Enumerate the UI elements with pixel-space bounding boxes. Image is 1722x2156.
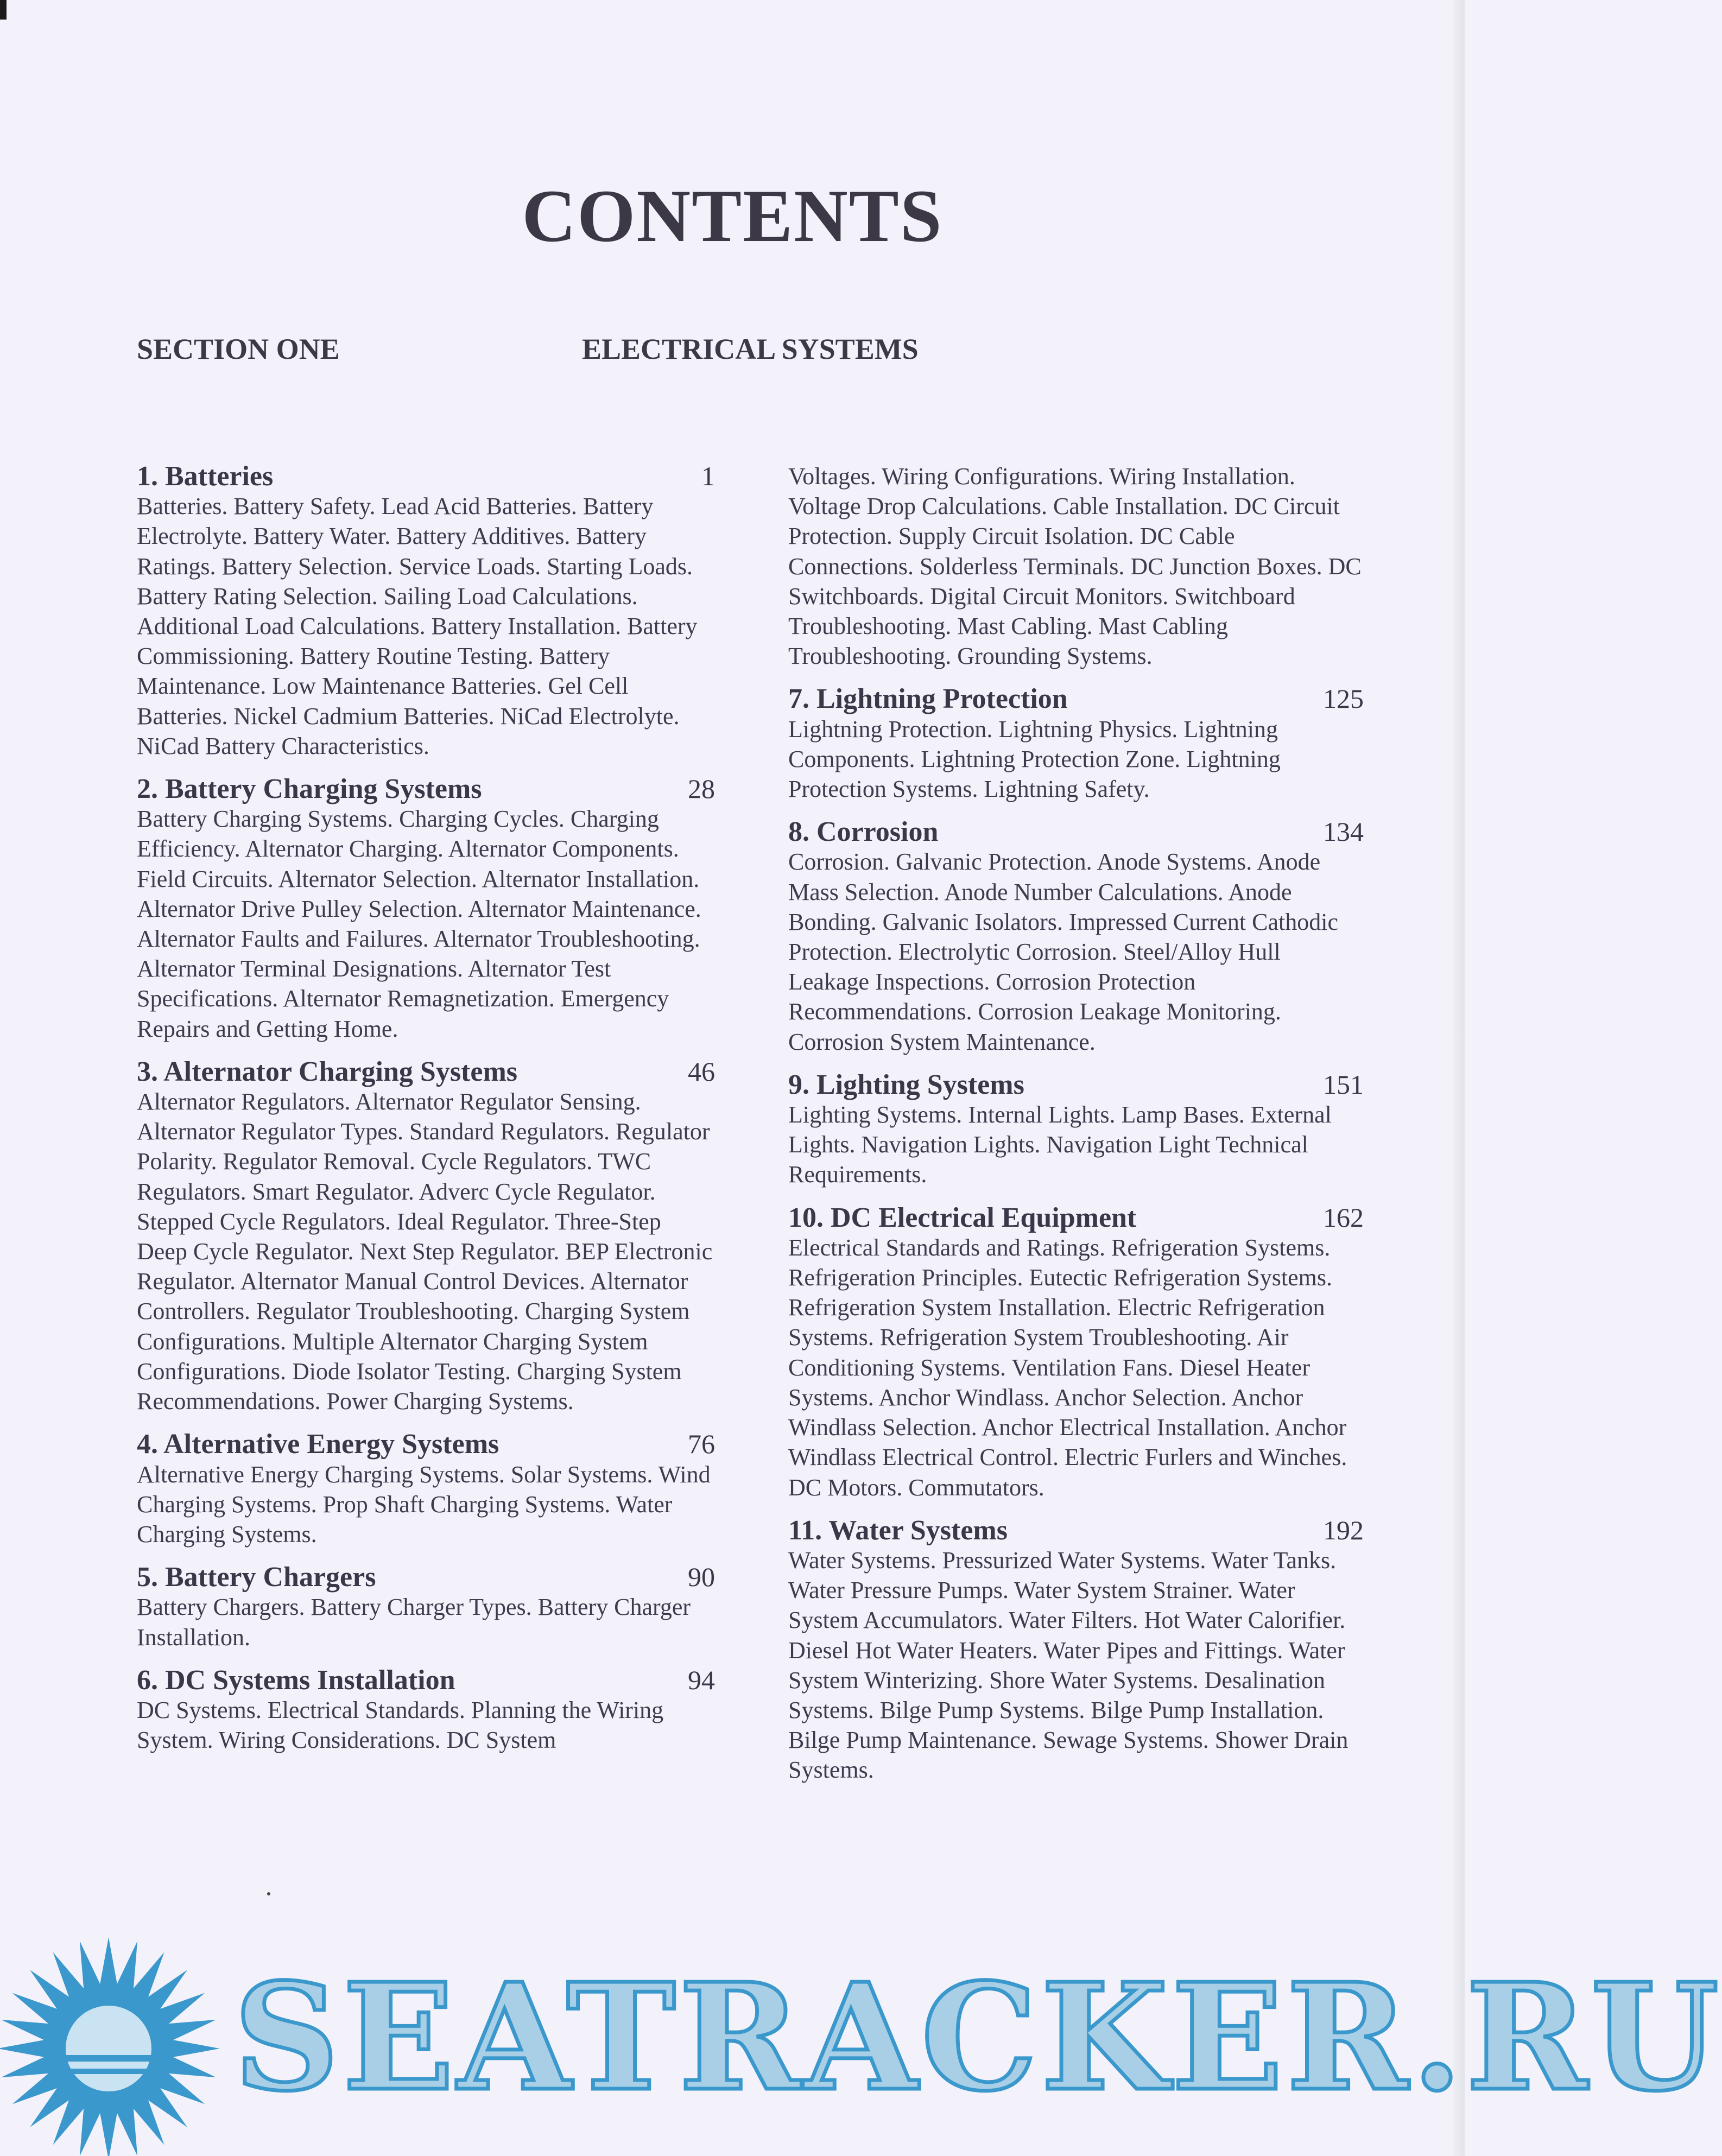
toc-entry-page: 1 <box>701 461 715 491</box>
toc-entry-topics-continued: Voltages. Wiring Configurations. Wiring Installation. Voltage Drop Calculations. Cable Installation. DC Circuit Protection. Supply Circuit Isolation. DC Cable Connections. Solderless Terminals. DC Junction Boxes. DC Switchboards. Digital Circuit Monitors. Switchboard Troubleshooting. Mast Cabling. Mast Cabling Troubleshooting. Grounding Systems. <box>788 463 1362 670</box>
toc-entry-page: 192 <box>1323 1514 1364 1545</box>
toc-entry-topics: Battery Charging Systems. Charging Cycles. Charging Efficiency. Alternator Charging. Alternator Components. Field Circuits. Alternator Selection. Alternator Installation. Alternator Drive Pulley Selection. Alternator Maintenance. Alternator Faults and Failures. Alternator Troubleshooting. Alternator Terminal Designations. Alternator Test Specifications. Alternator Remagnetization. Emergency Repairs and Getting Home. <box>137 806 701 1042</box>
toc-entry-title: 9. Lighting Systems <box>788 1069 1024 1100</box>
toc-entry-page: 90 <box>688 1562 715 1593</box>
section-label: SECTION ONE <box>137 333 340 365</box>
toc-entry-topics: Alternative Energy Charging Systems. Solar Systems. Wind Charging Systems. Prop Shaft Charging Systems. Water Charging Systems. <box>137 1461 711 1548</box>
toc-entry-page: 125 <box>1323 683 1364 714</box>
toc-entry-page: 151 <box>1323 1069 1364 1100</box>
toc-entry-topics: Lighting Systems. Internal Lights. Lamp Bases. External Lights. Navigation Lights. Navigation Light Technical Requirements. <box>788 1101 1332 1188</box>
toc-entry-topics: Battery Chargers. Battery Charger Types. Battery Charger Installation. <box>137 1594 691 1651</box>
toc-entry-topics: Batteries. Battery Safety. Lead Acid Batteries. Battery Electrolyte. Battery Water. Battery Additives. Battery Ratings. Battery Selection. Service Loads. Starting Loads. Battery Rating Selection. Sailing Load Calculations. Additional Load Calculations. Battery Installation. Battery Commissioning. Battery Routine Testing. Battery Maintenance. Low Maintenance Batteries. Gel Cell Batteries. Nickel Cadmium Batteries. NiCad Electrolyte. NiCad Battery Characteristics. <box>137 493 698 759</box>
scan-edge-right <box>1453 0 1465 2156</box>
toc-entry <box>788 684 1364 804</box>
toc-entry <box>137 461 715 761</box>
toc-continuation <box>788 461 1364 671</box>
toc-entry-title: 2. Battery Charging Systems <box>137 773 482 805</box>
toc-entry-head <box>788 1203 1364 1233</box>
toc-entry-head <box>137 1665 715 1695</box>
toc-entry <box>137 1057 715 1416</box>
toc-entry-title: 3. Alternator Charging Systems <box>137 1056 518 1087</box>
toc-entry-head <box>137 774 715 804</box>
toc-entry-title: 6. DC Systems Installation <box>137 1664 455 1696</box>
stray-dot <box>267 1892 270 1895</box>
toc-entry <box>137 1429 715 1549</box>
toc-entry-page: 46 <box>688 1056 715 1087</box>
toc-entry-topics: Electrical Standards and Ratings. Refrigeration Systems. Refrigeration Principles. Eutectic Refrigeration Systems. Refrigeration System Installation. Electric Refrigeration Systems. Refrigeration System Troubleshooting. Air Conditioning Systems. Ventilation Fans. Diesel Heater Systems. Anchor Windlass. Anchor Selection. Anchor Windlass Selection. Anchor Electrical Installation. Anchor Windlass Electrical Control. Electric Furlers and Winches. DC Motors. Commutators. <box>788 1234 1347 1501</box>
toc-entry-topics: Corrosion. Galvanic Protection. Anode Systems. Anode Mass Selection. Anode Number Calculations. Anode Bonding. Galvanic Isolators. Impressed Current Cathodic Protection. Electrolytic Corrosion. Steel/Alloy Hull Leakage Inspections. Corrosion Protection Recommendations. Corrosion Leakage Monitoring. Corrosion System Maintenance. <box>788 848 1339 1055</box>
toc-entry-head <box>137 1429 715 1459</box>
toc-entry-topics: Alternator Regulators. Alternator Regulator Sensing. Alternator Regulator Types. Standard Regulators. Regulator Polarity. Regulator Removal. Cycle Regulators. TWC Regulators. Smart Regulator. Adverc Cycle Regulator. Stepped Cycle Regulators. Ideal Regulator. Three-Step Deep Cycle Regulator. Next Step Regulator. BEP Electronic Regulator. Alternator Manual Control Devices. Alternator Controllers. Regulator Troubleshooting. Charging System Configurations. Multiple Alternator Charging System Configurations. Diode Isolator Testing. Charging System Recommendations. Power Charging Systems. <box>137 1088 713 1415</box>
toc-entry-page: 134 <box>1323 816 1364 847</box>
toc-entry <box>788 1515 1364 1785</box>
toc-entry-title: 7. Lightning Protection <box>788 683 1068 715</box>
toc-entry <box>788 817 1364 1057</box>
sun-disc <box>63 2003 154 2094</box>
toc-entry <box>137 1562 715 1652</box>
toc-entry-head <box>137 461 715 491</box>
section-name: ELECTRICAL SYSTEMS <box>582 333 919 365</box>
toc-entry-title: 8. Corrosion <box>788 816 939 848</box>
toc-entry-title: 10. DC Electrical Equipment <box>788 1202 1137 1233</box>
toc-entry-title: 5. Battery Chargers <box>137 1562 376 1593</box>
contents-left-column <box>137 461 715 1768</box>
watermark <box>0 1932 1722 2156</box>
toc-entry-topics: Lightning Protection. Lightning Physics. Lightning Components. Lightning Protection Zone. Lightning Protection Systems. Lightning Safety. <box>788 715 1281 803</box>
toc-entry-title: 1. Batteries <box>137 461 274 492</box>
toc-entry-title: 4. Alternative Energy Systems <box>137 1429 499 1460</box>
page-title: CONTENTS <box>522 174 943 257</box>
toc-entry <box>788 1070 1364 1190</box>
contents-right-column <box>788 461 1364 1798</box>
toc-entry-page: 94 <box>688 1664 715 1695</box>
watermark-text: SEATRACKER.RU <box>233 1951 1722 2123</box>
toc-entry <box>137 774 715 1044</box>
toc-entry-page: 162 <box>1323 1202 1364 1233</box>
toc-entry-head <box>788 684 1364 714</box>
toc-entry-title: 11. Water Systems <box>788 1514 1008 1546</box>
toc-entry-topics: Water Systems. Pressurized Water Systems. Water Tanks. Water Pressure Pumps. Water System Strainer. Water System Accumulators. Water Filters. Hot Water Calorifier. Diesel Hot Water Heaters. Water Pipes and Fittings. Water System Winterizing. Shore Water Systems. Desalination Systems. Bilge Pump Systems. Bilge Pump Installation. Bilge Pump Maintenance. Sewage Systems. Shower Drain Systems. <box>788 1546 1349 1784</box>
toc-entry-page: 28 <box>688 773 715 804</box>
sun-logo-icon <box>0 1932 228 2156</box>
toc-entry-head <box>788 817 1364 847</box>
toc-entry-head <box>788 1070 1364 1100</box>
scan-edge-left <box>0 0 7 20</box>
toc-entry <box>788 1203 1364 1502</box>
toc-entry-head <box>137 1057 715 1087</box>
toc-entry-topics: DC Systems. Electrical Standards. Planning the Wiring System. Wiring Considerations. DC System <box>137 1696 664 1754</box>
toc-entry-head <box>788 1515 1364 1545</box>
toc-entry <box>137 1665 715 1755</box>
toc-entry-head <box>137 1562 715 1592</box>
toc-entry-page: 76 <box>688 1429 715 1460</box>
